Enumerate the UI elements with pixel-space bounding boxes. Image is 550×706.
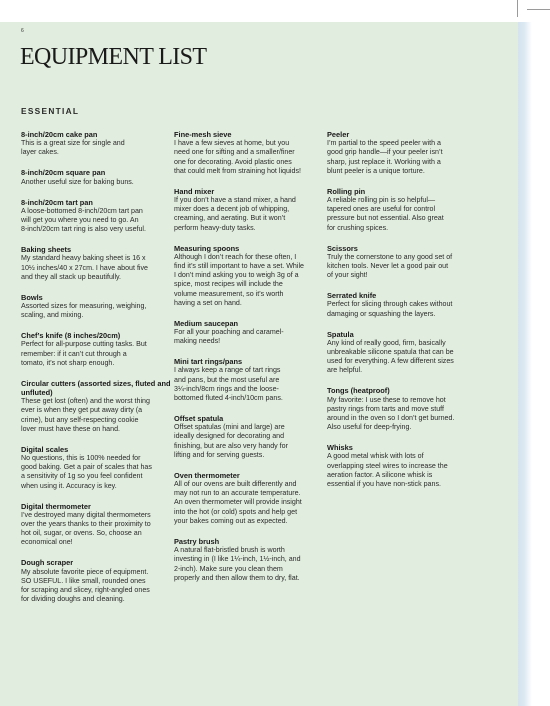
equipment-description-line: 3¼-inch/8cm rings and the loose-: [174, 384, 279, 393]
equipment-name: Hand mixer: [174, 186, 215, 196]
equipment-column: [21, 130, 171, 615]
equipment-item: [174, 187, 322, 233]
equipment-item: [174, 244, 322, 308]
equipment-description-line: making needs!: [174, 337, 221, 346]
equipment-description-line: your bakes coming out as expected.: [174, 516, 288, 525]
equipment-description-line: ever is when they get put away dirty (a: [21, 406, 143, 415]
equipment-description-line: may not run to an accurate temperature.: [174, 489, 301, 498]
equipment-description-line: A good metal whisk with lots of: [327, 452, 424, 461]
equipment-description-line: pressure but not essential. Also great: [327, 214, 444, 223]
equipment-name: Digital scales: [21, 444, 69, 454]
equipment-description-line: need one for sifting and a smaller/finer: [174, 148, 295, 157]
equipment-description-line: I don’t mind asking you to weigh 3g of a: [174, 271, 299, 280]
equipment-name: Fine-mesh sieve: [174, 130, 232, 139]
equipment-description-line: A reliable rolling pin is so helpful—: [327, 196, 436, 205]
equipment-description-line: A loose-bottomed 8-inch/20cm tart pan: [21, 206, 143, 215]
equipment-item: [21, 245, 171, 282]
equipment-name: Scissors: [327, 243, 358, 253]
equipment-description-line: remember: if it can’t cut through a: [21, 349, 127, 358]
equipment-item: [327, 386, 479, 432]
equipment-description-line: pastry rings from tarts and move stuff: [327, 404, 444, 413]
crop-mark: [527, 9, 550, 10]
equipment-description-line: tomato, it’s not sharp enough.: [21, 358, 115, 367]
equipment-item: [327, 187, 479, 233]
equipment-description-line: and pans, but the most useful are: [174, 375, 280, 384]
equipment-description-line: I’ve destroyed many digital thermometers: [21, 510, 151, 519]
equipment-description-line: spice, most recipes will include the: [174, 280, 283, 289]
equipment-description-line: around in the oven so I don’t get burned.: [327, 414, 455, 423]
equipment-description-line: No questions, this is 100% needed for: [21, 454, 141, 463]
equipment-description-line: My absolute favorite piece of equipment.: [21, 567, 149, 576]
equipment-name: 8-inch/20cm tart pan: [21, 197, 93, 207]
equipment-description-line: sharp, just replace it. Working with a: [327, 157, 441, 166]
equipment-description-line: for crushing spices.: [327, 223, 389, 232]
equipment-name: 8-inch/20cm cake pan: [21, 130, 98, 139]
equipment-description-line: one for decorating. Avoid plastic ones: [174, 157, 292, 166]
equipment-name: Dough scraper: [21, 558, 74, 568]
equipment-description-line: Although I don’t reach for these often, I: [174, 252, 297, 261]
equipment-description-line: scaling, and mixing.: [21, 311, 84, 320]
equipment-description-line: Perfect for all-purpose cutting tasks. But: [21, 340, 147, 349]
page-edge: [518, 22, 550, 706]
page-title: EQUIPMENT LIST: [20, 44, 207, 70]
equipment-description-line: crime), but any self-respecting cookie: [21, 415, 139, 424]
equipment-description-line: An oven thermometer will provide insight: [174, 498, 302, 507]
equipment-description-line: will get you where you need to go. An: [21, 216, 139, 225]
equipment-name: Oven thermometer: [174, 470, 240, 480]
equipment-name: 8-inch/20cm square pan: [21, 168, 106, 178]
equipment-description-line: into the hot (or cold) spots and help get: [174, 507, 298, 516]
equipment-name: Offset spatula: [174, 414, 224, 424]
equipment-description-line: volume measurement, so it’s worth: [174, 289, 284, 298]
equipment-description-line: hot oil, sugar, or ovens. So, choose an: [21, 529, 142, 538]
equipment-description-line: that could melt from straining hot liquids!: [174, 166, 301, 175]
equipment-name: Tongs (heatproof): [327, 386, 390, 396]
equipment-name: Digital thermometer: [21, 501, 91, 511]
equipment-description-line: Also useful for deep-frying.: [327, 423, 412, 432]
page-number: 6: [21, 28, 24, 34]
equipment-item: [174, 414, 322, 460]
equipment-column: [327, 130, 479, 500]
equipment-item: [174, 537, 322, 583]
equipment-description-line: overlapping steel wires to increase the: [327, 461, 448, 470]
equipment-description-line: used for everything. A few different sizes: [327, 357, 454, 366]
equipment-description-line: I always keep a range of tart rings: [174, 366, 281, 375]
equipment-item: [21, 502, 171, 548]
equipment-description-line: perform heavy-duty tasks.: [174, 223, 256, 232]
equipment-description-line: Assorted sizes for measuring, weighing,: [21, 302, 147, 311]
equipment-item: [327, 291, 479, 319]
equipment-item: [174, 319, 322, 347]
equipment-description-line: for dividing doughs and cleaning.: [21, 595, 125, 604]
equipment-description-line: damaging or squashing the layers.: [327, 309, 436, 318]
equipment-description-line: Truly the cornerstone to any good set of: [327, 252, 453, 261]
equipment-description-line: and they all stack up beautifully.: [21, 272, 122, 281]
equipment-description-line: bottomed fluted 4-inch/10cm pans.: [174, 394, 283, 403]
equipment-description-line: having a set on hand.: [174, 298, 242, 307]
equipment-description-line: kitchen tools. Never let a good pair out: [327, 262, 449, 271]
equipment-description-line: If you don’t have a stand mixer, a hand: [174, 196, 296, 205]
equipment-description-line: For all your poaching and caramel-: [174, 328, 284, 337]
equipment-description-line: Perfect for slicing through cakes without: [327, 300, 453, 309]
equipment-description-line: find it’s still important to have a set. While: [174, 262, 304, 271]
equipment-description-line: over the years thanks to their proximity to: [21, 520, 151, 529]
equipment-description-line: good baking. Get a pair of scales that has: [21, 463, 152, 472]
equipment-item: [327, 443, 479, 489]
equipment-description-line: A natural flat-bristled brush is worth: [174, 546, 285, 555]
equipment-description-line: Another useful size for baking buns.: [21, 177, 134, 186]
equipment-description-line: mixer does a decent job of whipping,: [174, 205, 290, 214]
equipment-name: Rolling pin: [327, 186, 366, 196]
equipment-description-line: Offset spatulas (mini and large) are: [174, 423, 285, 432]
equipment-item: [174, 357, 322, 403]
equipment-name: Spatula: [327, 329, 354, 339]
equipment-description-line: finishing, but are also very handy for: [174, 441, 288, 450]
equipment-description-line: creaming, and aerating. But it won’t: [174, 214, 286, 223]
equipment-description-line: My favorite: I use these to remove hot: [327, 395, 446, 404]
equipment-item: [327, 130, 479, 176]
equipment-description-line: 8-inch/20cm tart ring is also very useful.: [21, 225, 146, 234]
equipment-description-line: 10½ inches/40 x 27cm. I have about five: [21, 263, 148, 272]
equipment-description-line: I have a few sieves at home, but you: [174, 139, 290, 148]
equipment-description-line: investing in (I like 1¼-inch, 1½-inch, and: [174, 555, 301, 564]
equipment-item: [21, 293, 171, 321]
equipment-description-line: essential if you have non-stick pans.: [327, 480, 441, 489]
equipment-name: Pastry brush: [174, 536, 220, 546]
equipment-description-line: I’m partial to the speed peeler with a: [327, 139, 441, 148]
equipment-item: [327, 244, 479, 281]
equipment-description-line: My standard heavy baking sheet is 16 x: [21, 254, 146, 263]
equipment-description-line: All of our ovens are built differently and: [174, 480, 297, 489]
equipment-item: [21, 130, 171, 158]
equipment-name: Measuring spoons: [174, 243, 240, 253]
equipment-description-line: properly and then allow them to dry, flat.: [174, 573, 300, 582]
equipment-description-line: 2-inch). Make sure you clean them: [174, 564, 283, 573]
equipment-item: [21, 198, 171, 235]
equipment-description-line: Any kind of really good, firm, basically: [327, 338, 446, 347]
equipment-name: Chef’s knife (8 inches/20cm): [21, 331, 121, 341]
equipment-item: [21, 445, 171, 491]
equipment-name: Mini tart rings/pans: [174, 357, 243, 367]
equipment-description-line: This is a great size for single and: [21, 139, 125, 148]
equipment-item: [21, 168, 171, 186]
equipment-name: Serrated knife: [327, 291, 377, 301]
equipment-description-line: These get lost (often) and the worst thing: [21, 397, 150, 406]
equipment-description-line: blunt peeler is a unique torture.: [327, 166, 425, 175]
equipment-description-line: of your sight!: [327, 271, 368, 280]
equipment-description-line: ideally designed for decorating and: [174, 432, 285, 441]
equipment-name: Bowls: [21, 292, 43, 302]
equipment-description-line: unbreakable silicone spatula that can be: [327, 348, 454, 357]
equipment-item: [327, 330, 479, 376]
equipment-name: Whisks: [327, 443, 353, 453]
equipment-description-line: economical one!: [21, 538, 73, 547]
equipment-description-line: good grip handle—if your peeler isn’t: [327, 148, 443, 157]
crop-mark: [517, 0, 518, 17]
equipment-name: Circular cutters (assorted sizes, fluted and unfluted): [21, 378, 171, 398]
equipment-item: [21, 331, 171, 368]
equipment-description-line: when using it. Accuracy is key.: [21, 481, 117, 490]
equipment-description-line: aeration factor. A silicone whisk is: [327, 470, 433, 479]
equipment-description-line: for scraping and slicey, right-angled ones: [21, 586, 150, 595]
equipment-column: [174, 130, 322, 594]
equipment-item: [174, 471, 322, 526]
equipment-description-line: are helpful.: [327, 366, 363, 375]
section-label: ESSENTIAL: [21, 106, 80, 116]
equipment-description-line: lover must have these on hand.: [21, 424, 120, 433]
equipment-item: [174, 130, 322, 176]
equipment-name: Peeler: [327, 130, 350, 139]
equipment-description-line: SO USEFUL. I like small, rounded ones: [21, 576, 146, 585]
equipment-description-line: a sensitivity of 1g so you feel confident: [21, 472, 143, 481]
equipment-name: Baking sheets: [21, 245, 72, 255]
equipment-item: [21, 379, 171, 434]
equipment-description-line: layer cakes.: [21, 148, 59, 157]
equipment-description-line: tapered ones are useful for control: [327, 205, 436, 214]
equipment-description-line: lifting and for serving guests.: [174, 450, 265, 459]
equipment-item: [21, 558, 171, 604]
equipment-name: Medium saucepan: [174, 318, 239, 328]
